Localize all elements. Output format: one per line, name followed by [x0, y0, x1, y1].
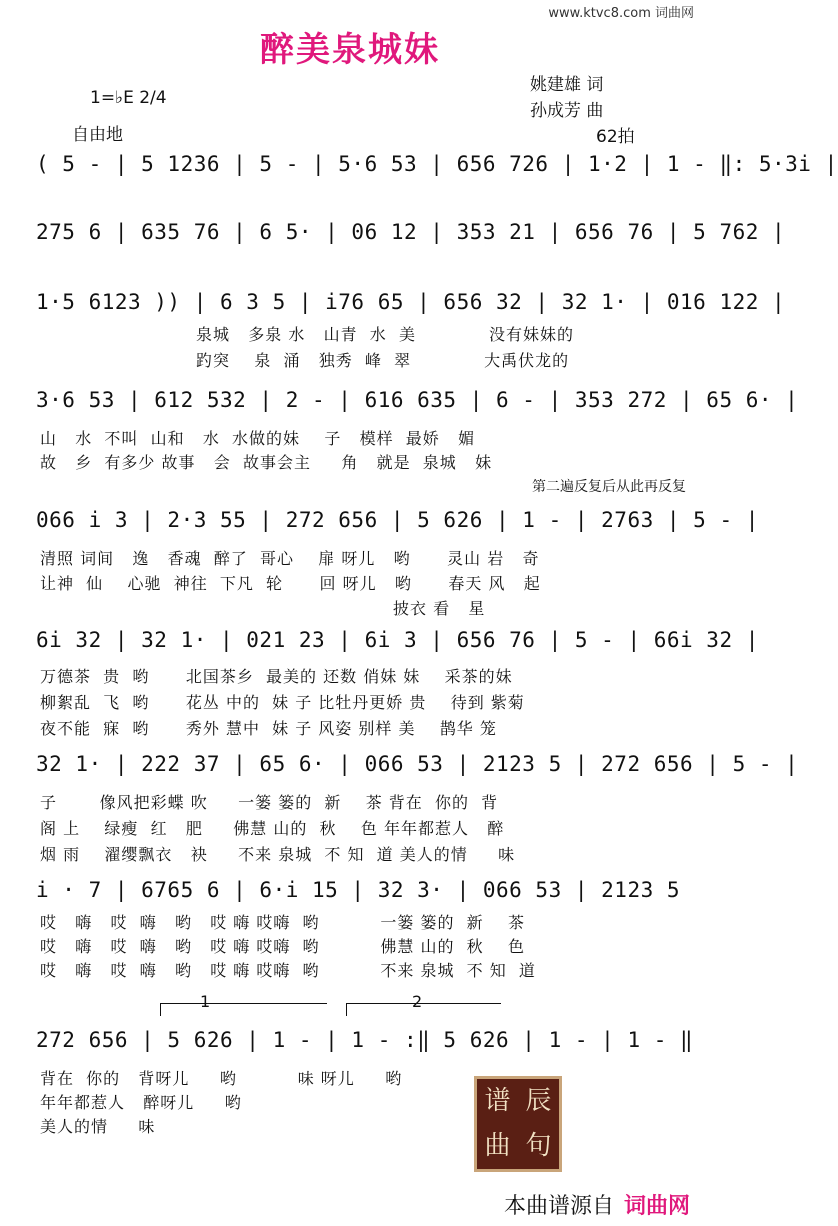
footer-source — [504, 1189, 690, 1220]
score-line-7 — [0, 746, 799, 786]
lyricist: 姚建雄 词 — [530, 75, 604, 95]
lyric-line: 山 水 不叫 山和 水 水做的妹 子 模样 最娇 媚 — [40, 429, 476, 448]
score-line-1 — [0, 146, 838, 186]
seal-char: 辰 — [525, 1086, 552, 1116]
notation: 6i 32 | 32 1· | 021 23 | 6i 3 | 656 76 | 5 - | 66i 32 | — [36, 628, 759, 652]
notation: 272 656 | 5 626 | 1 - | 1 - :‖ 5 626 | 1 - | 1 - ‖ — [36, 1028, 694, 1052]
notation: 32 1· | 222 37 | 65 6· | 066 53 | 2123 5 | 272 656 | 5 - | — [36, 752, 799, 776]
lyric-line: 夜不能 寐 哟 秀外 慧中 妹 子 风姿 别样 美 鹊华 笼 — [40, 719, 497, 738]
tempo-beats: 62拍 — [596, 127, 635, 147]
lyric-line: 万德茶 贵 哟 北国茶乡 最美的 还数 俏妹 妹 采茶的妹 — [40, 667, 513, 686]
second-ending-bracket — [346, 1003, 501, 1016]
notation: ( 5 - | 5 1236 | 5 - | 5·6 53 | 656 726 | 1·2 | 1 - ‖: 5·3i | — [36, 152, 838, 176]
first-ending-number: 1 — [200, 992, 211, 1011]
lyric-line: 子 像风把彩蝶 吹 一篓 篓的 新 茶 背在 你的 背 — [40, 793, 499, 812]
seal-char: 谱 — [484, 1086, 511, 1116]
score-line-2 — [0, 214, 786, 254]
lyric-line: 背在 你的 背呀儿 哟 味 呀儿 哟 — [40, 1069, 403, 1088]
first-ending-bracket — [160, 1003, 327, 1016]
lyric-line: 故 乡 有多少 故事 会 故事会主 角 就是 泉城 妹 — [40, 453, 493, 472]
notation: 275 6 | 635 76 | 6 5· | 06 12 | 353 21 | 656 76 | 5 762 | — [36, 220, 786, 244]
lyric-line: 美人的情 味 — [40, 1117, 156, 1136]
lyric-line: 披衣 看 星 — [40, 599, 486, 618]
score-line-8 — [0, 872, 700, 912]
score-line-9 — [0, 1022, 700, 1062]
lyric-line: 哎 嗨 哎 嗨 哟 哎 嗨 哎嗨 哟 不来 泉城 不 知 道 — [40, 961, 536, 980]
second-ending-number: 2 — [412, 992, 423, 1011]
notation: 3·6 53 | 612 532 | 2 - | 616 635 | 6 - | 353 272 | 65 6· | — [36, 388, 799, 412]
score-line-6 — [0, 622, 759, 662]
lyric-line: 哎 嗨 哎 嗨 哟 哎 嗨 哎嗨 哟 一篓 篓的 新 茶 — [40, 913, 526, 932]
notation: 066 i 3 | 2·3 55 | 272 656 | 5 626 | 1 - | 2763 | 5 - | — [36, 508, 759, 532]
song-title: 醉美泉城妹 — [260, 30, 440, 70]
score-line-5 — [0, 502, 759, 542]
lyric-line: 哎 嗨 哎 嗨 哟 哎 嗨 哎嗨 哟 佛慧 山的 秋 色 — [40, 937, 526, 956]
key-signature: 1=♭E 2/4 — [90, 88, 167, 108]
lyric-line: 清照 词间 逸 香魂 醉了 哥心 扉 呀儿 哟 灵山 岩 奇 — [40, 549, 540, 568]
lyric-line: 泉城 多泉 水 山青 水 美 没有妹妹的 — [196, 325, 574, 344]
lyric-line: 柳絮乱 飞 哟 花丛 中的 妹 子 比牡丹更娇 贵 待到 紫菊 — [40, 693, 525, 712]
notation: i · 7 | 6765 6 | 6·i 15 | 32 3· | 066 53 | 2123 5 — [36, 878, 681, 902]
lyric-line: 烟 雨 濯缨飘衣 袂 不来 泉城 不 知 道 美人的情 味 — [40, 845, 516, 864]
lyric-line: 年年都惹人 醉呀儿 哟 — [40, 1093, 242, 1112]
lyric-line: 让神 仙 心驰 神往 下凡 轮 回 呀儿 哟 春天 风 起 — [40, 574, 541, 593]
tempo-marking: 自由地 — [72, 125, 123, 145]
notation: 1·5 6123 )) | 6 3 5 | i76 65 | 656 32 | 32 1· | 016 122 | — [36, 290, 786, 314]
publisher-seal — [474, 1076, 562, 1172]
site-url: www.ktvc8.com 词曲网 — [548, 6, 694, 21]
score-line-3 — [0, 284, 786, 324]
score-line-4 — [0, 382, 799, 422]
composer: 孙成芳 曲 — [530, 101, 604, 121]
seal-char: 曲 — [484, 1131, 511, 1161]
footer-text: 本曲谱源自 — [503, 1194, 614, 1219]
footer-brand[interactable]: 词曲网 — [623, 1194, 690, 1219]
lyric-line: 趵突 泉 涌 独秀 峰 翠 大禹伏龙的 — [196, 351, 570, 370]
lyric-line: 阁 上 绿瘦 红 肥 佛慧 山的 秋 色 年年都惹人 醉 — [40, 819, 505, 838]
repeat-instruction: 第二遍反复后从此再反复 — [532, 479, 686, 495]
seal-char: 句 — [525, 1131, 552, 1161]
